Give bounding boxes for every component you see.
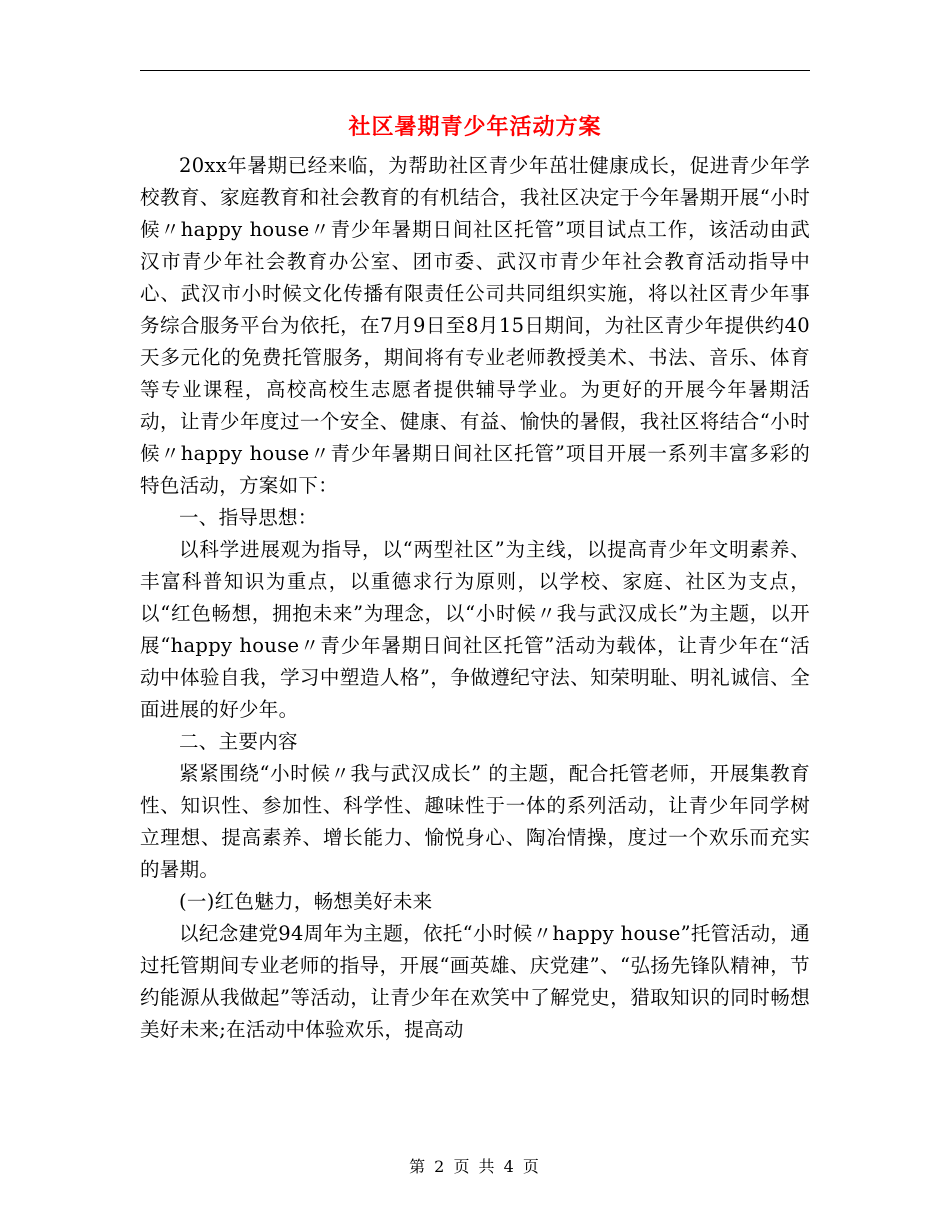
heading-main-content: 二、主要内容 (179, 730, 298, 753)
paragraph-main-content: 紧紧围绕“小时候〃我与武汉成长” 的主题，配合托管老师，开展集教育性、知识性、参加性、科学性、趣味性于一体的系列活动，让青少年同学树立理想、提高素养、增长能力、愉悦身心、陶冶情操，度过一个欢乐而充实的暑期。 (140, 762, 810, 881)
paragraph-intro: 20xx年暑期已经来临，为帮助社区青少年茁壮健康成长，促进青少年学校教育、家庭教育和社会教育的有机结合，我社区决定于今年暑期开展“小时候〃happy house〃青少年暑期日间社区托管”项目试点工作，该活动由武汉市青少年社会教育办公室、团市委、武汉市青少年社会教育活动指导中心、武汉市小时候文化传播有限责任公司共同组织实施，将以社区青少年事务综合服务平台为依托，在7月9日至8月15日期间，为社区青少年提供约40天多元化的免费托管服务，期间将有专业老师教授美术、书法、音乐、体育等专业课程，高校高校生志愿者提供辅导学业。为更好的开展今年暑期活动，让青少年度过一个安全、健康、有益、愉快的暑假，我社区将结合“小时候〃happy house〃青少年暑期日间社区托管”项目开展一系列丰富多彩的特色活动，方案如下： (140, 154, 810, 497)
header-rule (140, 70, 810, 71)
heading-red-charm: (一)红色魅力，畅想美好未来 (179, 890, 433, 913)
page-footer: 第 2 页 共 4 页 (409, 1157, 541, 1176)
heading-guiding-ideology: 一、指导思想： (179, 506, 318, 529)
document-title: 社区暑期青少年活动方案 (348, 114, 602, 140)
document-body (140, 150, 810, 1046)
paragraph-red-charm: 以纪念建党94周年为主题，依托“小时候〃happy house”托管活动，通过托管期间专业老师的指导，开展“画英雄、庆党建”、“弘扬先锋队精神，节约能源从我做起”等活动，让青少年在欢笑中了解党史，猎取知识的同时畅想美好未来;在活动中体验欢乐，提高动 (140, 922, 810, 1041)
paragraph-guiding-ideology: 以科学进展观为指导，以“两型社区”为主线，以提高青少年文明素养、丰富科普知识为重点，以重德求行为原则，以学校、家庭、社区为支点，以“红色畅想，拥抱未来”为理念，以“小时候〃我与武汉成长”为主题，以开展“happy house〃青少年暑期日间社区托管”活动为载体，让青少年在“活动中体验自我，学习中塑造人格”，争做遵纪守法、知荣明耻、明礼诚信、全面进展的好少年。 (140, 538, 810, 721)
